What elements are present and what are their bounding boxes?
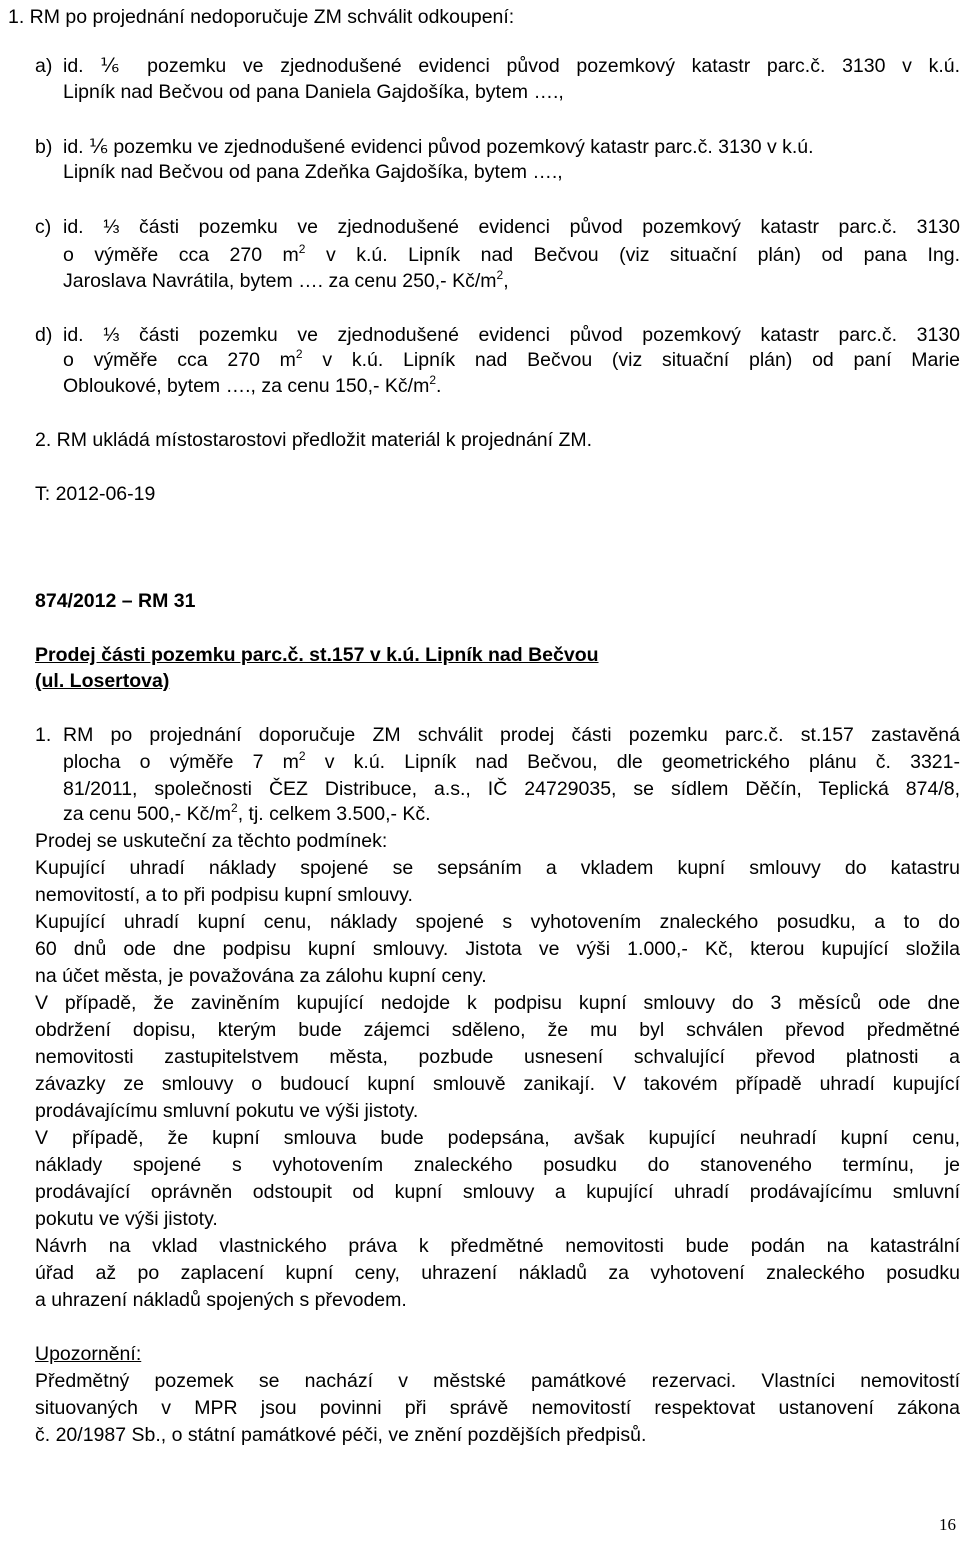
condition-5-line2: úřad až po zaplacení kupní ceny, uhrazení nákladů za vyhotovení znaleckého posudku (35, 1262, 960, 1284)
notice-line2: situovaných v MPR jsou povinni při správě nemovitostí respektovat ustanovení zákona (35, 1397, 960, 1419)
item-c-line3: Jaroslava Navrátila, bytem …. za cenu 250,- $Kč/m^2$, (63, 268, 509, 292)
item-d-label: d) (35, 324, 53, 346)
item-c-label: c) (35, 216, 52, 238)
intro-line: 1. RM po projednání nedoporučuje ZM schválit odkoupení: (8, 6, 515, 28)
point-1-line2: plocha o výměře 7 $m^2$ v k.ú. Lipník nad Bečvou, dle geometrického plánu č. 3321- (63, 749, 960, 773)
condition-2-line2: 60 dnů ode dne podpisu kupní smlouvy. Jistota ve výši 1.000,- Kč, kterou kupující složila (35, 938, 960, 960)
point-1-line1: RM po projednání doporučuje ZM schválit prodej části pozemku parc.č. st.157 zastavěná (63, 724, 960, 746)
condition-4-line4: pokutu ve výši jistoty. (35, 1208, 218, 1230)
item-b-line2: Lipník nad Bečvou od pana Zdeňka Gajdošíka, bytem …., (63, 161, 563, 183)
condition-3-line2: obdržení dopisu, kterým bude zájemci sděleno, že mu byl schválen převod předmětné (35, 1019, 960, 1041)
item-a-label: a) (35, 55, 53, 77)
notice-line1: Předmětný pozemek se nachází v městské památkové rezervaci. Vlastníci nemovitostí (35, 1370, 960, 1392)
page-number: 16 (939, 1515, 956, 1534)
term-date: T: 2012-06-19 (35, 483, 156, 505)
resolution-title-line1: Prodej části pozemku parc.č. st.157 v k.ú. Lipník nad Bečvou (35, 644, 599, 666)
condition-4-line3: prodávající oprávněn odstoupit od kupní smlouvy a kupující uhradí prodávajícímu smluvní (35, 1181, 960, 1203)
condition-3-line1: V případě, že zaviněním kupující nedojde k podpisu kupní smlouvy do 3 měsíců ode dne (35, 992, 960, 1014)
condition-1-line2: nemovitostí, a to při podpisu kupní smlouvy. (35, 884, 413, 906)
conditions-heading: Prodej se uskuteční za těchto podmínek: (35, 830, 388, 852)
condition-4-line1: V případě, že kupní smlouva bude podepsána, avšak kupující neuhradí kupní cenu, (35, 1127, 960, 1149)
item-c-line1: id. ⅓ části pozemku ve zjednodušené evidenci původ pozemkový katastr parc.č. 3130 (63, 216, 960, 238)
point-1-line4: za cenu 500,- $Kč/m^2$, tj. celkem 3.500,- Kč. (63, 801, 431, 825)
point-1-line3: 81/2011, společnosti ČEZ Distribuce, a.s., IČ 24729035, se sídlem Děčín, Teplická 874/8, (63, 778, 960, 800)
resolution-title-line2: (ul. Losertova) (35, 670, 170, 692)
notice-heading: Upozornění: (35, 1343, 142, 1365)
item-d-line1: id. ⅓ části pozemku ve zjednodušené evidenci původ pozemkový katastr parc.č. 3130 (63, 324, 960, 346)
condition-2-line3: na účet města, je považována za zálohu kupní ceny. (35, 965, 487, 987)
item-c-line2: o výměře cca 270 $m^2$ v k.ú. Lipník nad Bečvou (viz situační plán) od pana Ing. (63, 242, 960, 266)
item-b-line1: id. ⅙ pozemku ve zjednodušené evidenci původ pozemkový katastr parc.č. 3130 v k.ú. (63, 136, 814, 158)
item-a-line2: Lipník nad Bečvou od pana Daniela Gajdošíka, bytem …., (63, 81, 564, 103)
item-d-line3: Obloukové, bytem …., za cenu 150,- $Kč/m^2$. (63, 373, 442, 397)
item-b-label: b) (35, 136, 53, 158)
item-a-line1: id. ⅙ pozemku ve zjednodušené evidenci původ pozemkový katastr parc.č. 3130 v k.ú. (63, 55, 960, 77)
condition-4-line2: náklady spojené s vyhotovením znaleckého posudku do stanoveného termínu, je (35, 1154, 960, 1176)
notice-line3: č. 20/1987 Sb., o státní památkové péči, ve znění pozdějších předpisů. (35, 1424, 647, 1446)
resolution-number: 874/2012 – RM 31 (35, 590, 196, 612)
point-1-label: 1. (35, 724, 52, 746)
condition-1-line1: Kupující uhradí náklady spojené se sepsáním a vkladem kupní smlouvy do katastru (35, 857, 960, 879)
condition-5-line3: a uhrazení nákladů spojených s převodem. (35, 1289, 407, 1311)
condition-3-line4: závazky ze smlouvy o budoucí kupní smlouvě zanikají. V takovém případě uhradí kupující (35, 1073, 960, 1095)
condition-3-line5: prodávajícímu smluvní pokutu ve výši jistoty. (35, 1100, 419, 1122)
condition-3-line3: nemovitosti zastupitelstvem města, pozbude usnesení schvalující převod platnosti a (35, 1046, 960, 1068)
item-d-line2: o výměře cca 270 $m^2$ v k.ú. Lipník nad Bečvou (viz situační plán) od paní Marie (63, 347, 960, 371)
item-2: 2. RM ukládá místostarostovi předložit materiál k projednání ZM. (35, 429, 593, 451)
condition-2-line1: Kupující uhradí kupní cenu, náklady spojené s vyhotovením znaleckého posudku, a to do (35, 911, 960, 933)
condition-5-line1: Návrh na vklad vlastnického práva k předmětné nemovitosti bude podán na katastrální (35, 1235, 960, 1257)
